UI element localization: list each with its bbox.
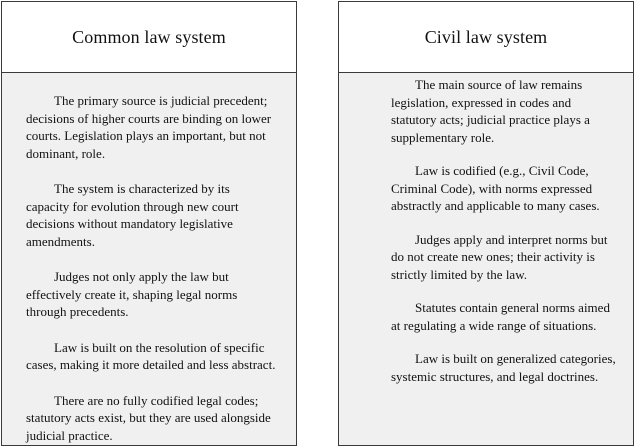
common-law-point: Law is built on the resolution of specific cases, making it more detailed and less abstract. bbox=[26, 339, 276, 372]
civil-law-point: The main source of law remains legislation, expressed in codes and statutory acts; judicial practice plays a supplementary role. bbox=[391, 77, 590, 145]
civil-law-body bbox=[339, 73, 633, 445]
civil-law-point: Statutes contain general norms aimed at regulating a wide range of situations. bbox=[391, 300, 610, 333]
common-law-column bbox=[1, 1, 297, 446]
common-law-body bbox=[2, 73, 296, 445]
civil-law-title: Civil law system bbox=[339, 2, 633, 73]
civil-law-point: Judges apply and interpret norms but do not create new ones; their activity is strictly limited by the law. bbox=[391, 231, 608, 282]
civil-law-point: Law is built on generalized categories, systemic structures, and legal doctrines. bbox=[391, 351, 616, 384]
civil-law-column bbox=[338, 1, 634, 446]
civil-law-point: Law is codified (e.g., Civil Code, Criminal Code), with norms expressed abstractly and applicable to many cases. bbox=[391, 163, 600, 213]
common-law-point: There are no fully codified legal codes; statutory acts exist, but they are used alongside judicial practice. bbox=[26, 392, 271, 443]
common-law-point: Judges not only apply the law but effectively create it, shaping legal norms through precedents. bbox=[26, 269, 238, 319]
common-law-point: The primary source is judicial precedent; decisions of higher courts are binding on lower courts. Legislation plays an important, but not dominant, role. bbox=[26, 93, 272, 161]
common-law-point: The system is characterized by its capacity for evolution through new court decisions without mandatory legislative amendments. bbox=[26, 181, 239, 249]
common-law-title: Common law system bbox=[2, 2, 296, 73]
